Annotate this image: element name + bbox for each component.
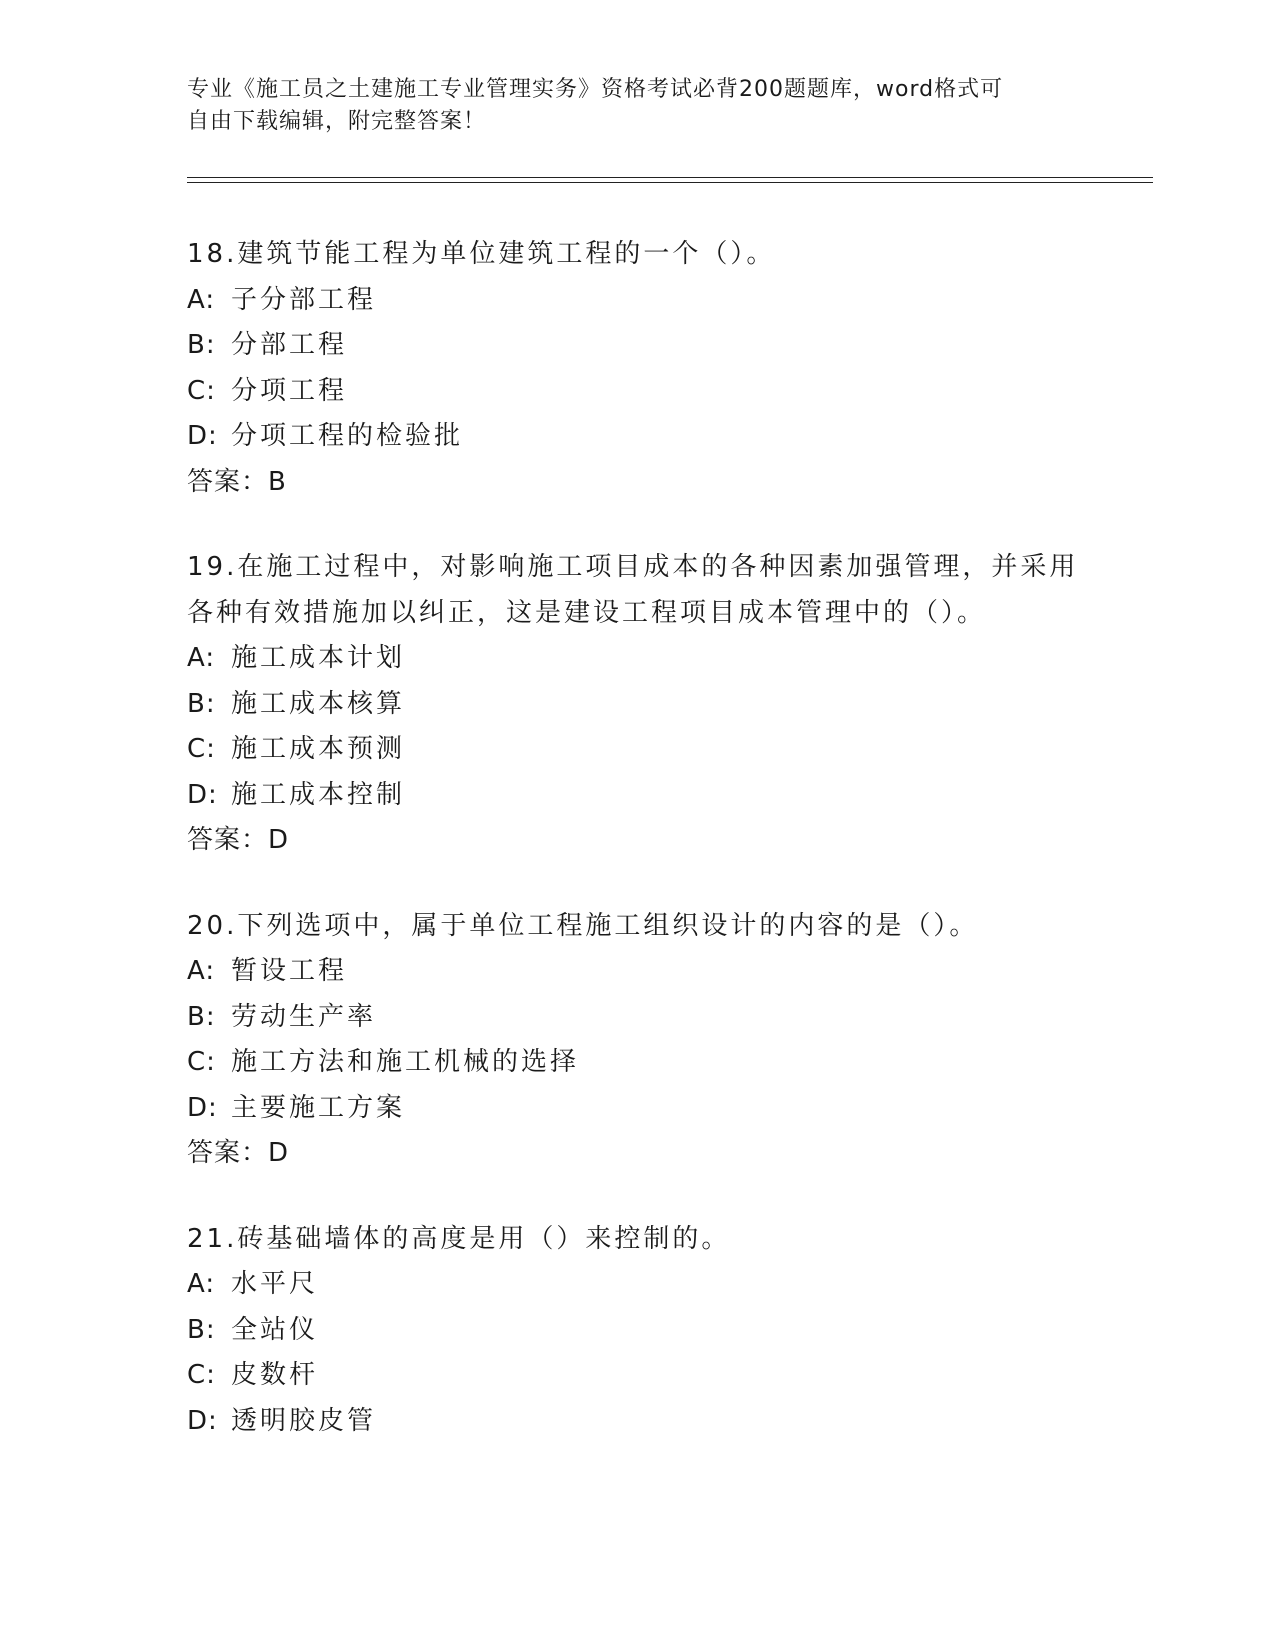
question-20 — [187, 904, 1087, 1177]
header-line-1: 专业《施工员之土建施工专业管理实务》资格考试必背200题题库，word格式可 — [187, 77, 1004, 102]
option-letter: A: — [187, 284, 216, 315]
option-text: 分项工程的检验批 — [231, 421, 464, 451]
option-text: 分部工程 — [231, 330, 348, 360]
answer: 答案：D — [187, 1138, 290, 1168]
option-c — [187, 727, 1087, 773]
option-text: 劳动生产率 — [231, 1001, 377, 1032]
question-text-line: 19.在施工过程中，对影响施工项目成本的各种因素加强管理，并采用 — [187, 552, 1079, 582]
option-text: 透明胶皮管 — [231, 1405, 377, 1436]
option-letter: B: — [187, 1314, 216, 1345]
option-b — [187, 682, 1087, 728]
option-letter: C: — [187, 1360, 216, 1390]
option-letter: D: — [187, 779, 218, 810]
question-21 — [187, 1217, 1087, 1445]
option-b — [187, 1308, 1087, 1354]
option-d — [187, 773, 1087, 819]
option-d — [187, 414, 1087, 460]
option-letter: B: — [187, 1001, 216, 1032]
option-text: 施工成本计划 — [231, 643, 406, 673]
question-text — [187, 1217, 1087, 1263]
question-text — [187, 545, 1087, 636]
option-a — [187, 1262, 1087, 1308]
option-letter: A: — [187, 1269, 216, 1299]
option-text: 施工方法和施工机械的选择 — [231, 1047, 580, 1077]
question-text-line: 18.建筑节能工程为单位建筑工程的一个（）。 — [187, 239, 776, 269]
option-letter: D: — [187, 421, 218, 451]
option-a — [187, 636, 1087, 682]
option-text: 暂设工程 — [231, 956, 348, 986]
option-letter: C: — [187, 375, 216, 406]
answer: 答案：B — [187, 466, 287, 497]
header-divider-bottom — [187, 182, 1153, 183]
answer: 答案：D — [187, 825, 290, 855]
option-letter: B: — [187, 688, 216, 719]
option-c — [187, 1040, 1087, 1086]
option-text: 皮数杆 — [231, 1360, 319, 1390]
option-d — [187, 1399, 1087, 1445]
option-text: 水平尺 — [231, 1269, 319, 1299]
question-text-line: 各种有效措施加以纠正，这是建设工程项目成本管理中的（）。 — [187, 597, 987, 628]
option-letter: A: — [187, 956, 216, 986]
option-letter: B: — [187, 330, 216, 360]
header-divider-top — [187, 177, 1153, 178]
option-letter: D: — [187, 1405, 218, 1436]
option-letter: A: — [187, 643, 216, 673]
question-text-line: 20.下列选项中，属于单位工程施工组织设计的内容的是（）。 — [187, 910, 979, 941]
option-letter: D: — [187, 1092, 218, 1123]
option-text: 分项工程 — [231, 375, 348, 406]
option-text: 施工成本核算 — [231, 688, 406, 719]
document-header — [187, 74, 1077, 138]
option-c — [187, 1353, 1087, 1399]
question-text — [187, 232, 1087, 278]
option-a — [187, 278, 1087, 324]
option-b — [187, 995, 1087, 1041]
option-letter: C: — [187, 734, 216, 764]
question-19 — [187, 545, 1087, 864]
option-b — [187, 323, 1087, 369]
option-text: 主要施工方案 — [231, 1092, 406, 1123]
question-list — [187, 232, 1087, 1484]
question-18 — [187, 232, 1087, 505]
question-text — [187, 904, 1087, 950]
option-c — [187, 369, 1087, 415]
option-text: 施工成本预测 — [231, 734, 406, 764]
option-text: 子分部工程 — [231, 284, 377, 315]
question-text-line: 21.砖基础墙体的高度是用（）来控制的。 — [187, 1223, 731, 1254]
option-text: 全站仪 — [231, 1314, 319, 1345]
option-d — [187, 1086, 1087, 1132]
header-line-2: 自由下载编辑，附完整答案！ — [187, 109, 487, 134]
option-text: 施工成本控制 — [231, 779, 406, 810]
option-letter: C: — [187, 1047, 216, 1077]
option-a — [187, 949, 1087, 995]
